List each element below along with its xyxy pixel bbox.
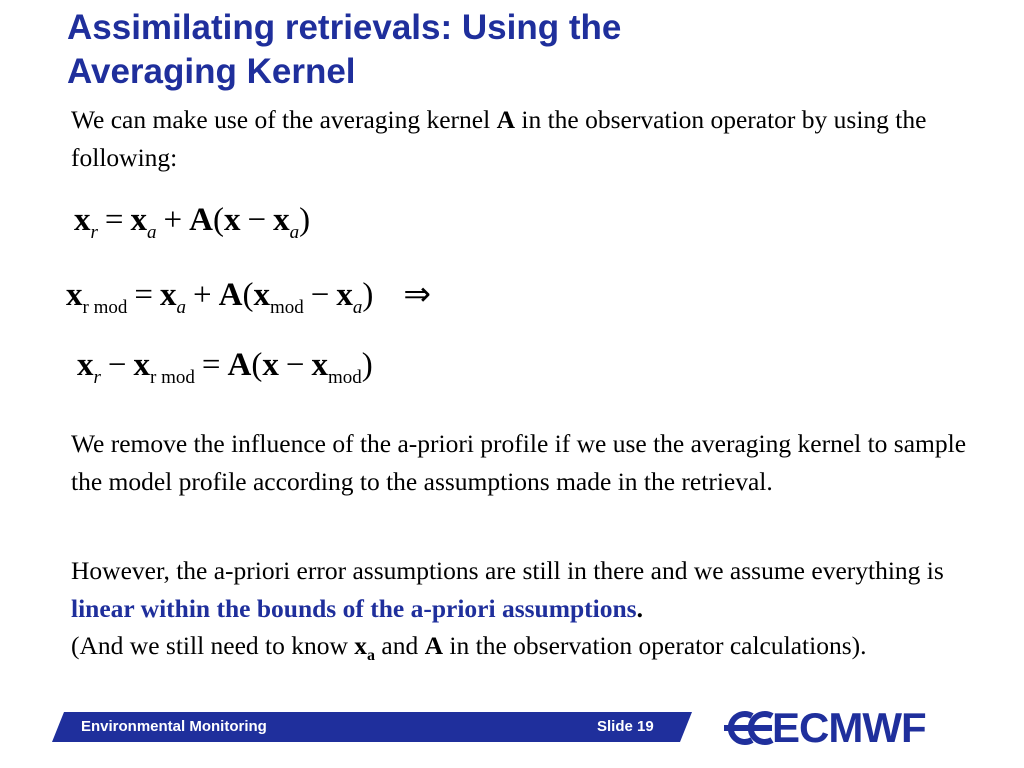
intro-bold-A: A — [496, 105, 516, 134]
intro-paragraph — [71, 101, 991, 176]
title-line-1: Assimilating retrievals: Using the — [67, 8, 622, 47]
equation-1: $x_r = x_a + A(x - x_a)$ — [74, 202, 311, 243]
footer-section-label: Environmental Monitoring — [81, 718, 267, 735]
title-line-2: Averaging Kernel — [67, 52, 356, 91]
assumption-paragraph: However, the a-priori error assumptions are still in there and we assume everything is linear within the bounds of the a-priori assumptions. (And we still need to know $x_a$ and A in the observation operator calculations). — [71, 556, 944, 665]
equation-2: $x_{r mod} = x_a + A(x_{mod} - x_a)$ ⇒ — [66, 277, 432, 318]
highlight-linear: linear within the bounds of the a-priori assumptions — [71, 593, 637, 623]
slide-number: Slide 19 — [597, 718, 654, 735]
intro-text-b: in the observation operator by using the following: — [71, 105, 927, 172]
slide-title — [67, 6, 967, 94]
implies-arrow: ⇒ — [403, 277, 432, 313]
removal-paragraph: We remove the influence of the a-priori profile if we use the averaging kernel to sample the model profile according to the assumptions made in the retrieval. — [71, 429, 967, 496]
intro-text-a: We can make use of the averaging kernel — [71, 105, 497, 134]
ecmwf-logo-text: ECMWF — [772, 704, 926, 751]
equation-3: $x_r - x_{r mod} = A(x - x_{mod})$ — [77, 347, 373, 388]
